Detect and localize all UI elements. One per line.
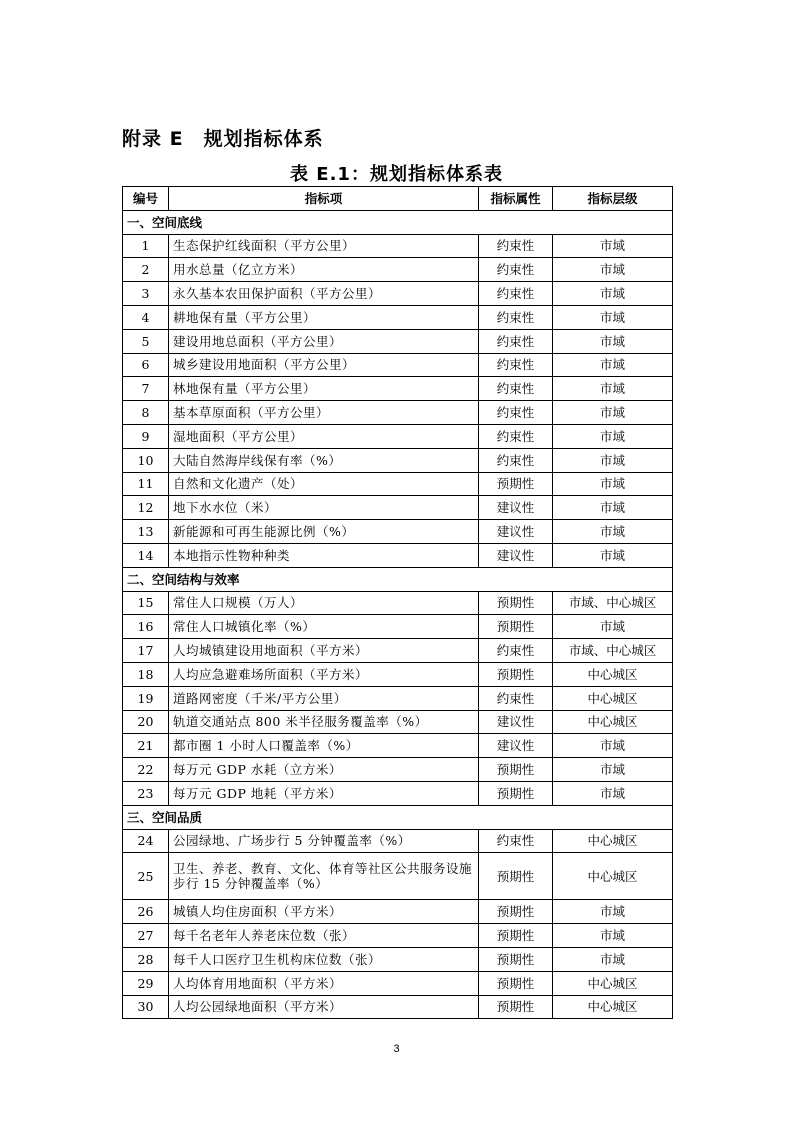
indicator-level: 市域 bbox=[553, 353, 673, 377]
indicator-number: 30 bbox=[123, 995, 169, 1019]
indicator-name: 城乡建设用地面积（平方公里） bbox=[169, 353, 479, 377]
indicator-level: 市域 bbox=[553, 734, 673, 758]
indicator-level: 市域 bbox=[553, 924, 673, 948]
table-row bbox=[123, 282, 673, 306]
indicator-number: 20 bbox=[123, 710, 169, 734]
indicator-number: 22 bbox=[123, 758, 169, 782]
indicator-attribute: 约束性 bbox=[479, 401, 553, 425]
indicator-number: 29 bbox=[123, 971, 169, 995]
indicator-attribute: 约束性 bbox=[479, 829, 553, 853]
indicator-level: 市域、中心城区 bbox=[553, 591, 673, 615]
indicator-attribute: 约束性 bbox=[479, 686, 553, 710]
indicator-attribute: 约束性 bbox=[479, 234, 553, 258]
indicator-level: 市域 bbox=[553, 401, 673, 425]
indicator-attribute: 约束性 bbox=[479, 377, 553, 401]
indicator-attribute: 约束性 bbox=[479, 282, 553, 306]
indicator-name: 道路网密度（千米/平方公里） bbox=[169, 686, 479, 710]
indicator-attribute: 建议性 bbox=[479, 520, 553, 544]
indicator-name: 耕地保有量（平方公里） bbox=[169, 305, 479, 329]
indicator-level: 中心城区 bbox=[553, 971, 673, 995]
indicator-name: 每万元 GDP 地耗（平方米） bbox=[169, 781, 479, 805]
indicator-level: 市域、中心城区 bbox=[553, 639, 673, 663]
header-indicator: 指标项 bbox=[169, 187, 479, 211]
indicator-name: 湿地面积（平方公里） bbox=[169, 424, 479, 448]
indicator-number: 17 bbox=[123, 639, 169, 663]
indicator-attribute: 约束性 bbox=[479, 305, 553, 329]
indicator-level: 市域 bbox=[553, 424, 673, 448]
indicator-number: 10 bbox=[123, 448, 169, 472]
indicator-level: 市域 bbox=[553, 305, 673, 329]
indicator-name: 人均城镇建设用地面积（平方米） bbox=[169, 639, 479, 663]
indicator-number: 8 bbox=[123, 401, 169, 425]
indicator-name: 用水总量（亿立方米） bbox=[169, 258, 479, 282]
indicator-level: 中心城区 bbox=[553, 686, 673, 710]
indicator-attribute: 预期性 bbox=[479, 758, 553, 782]
table-row bbox=[123, 448, 673, 472]
section-title: 二、空间结构与效率 bbox=[123, 567, 673, 591]
appendix-title: 附录 E 规划指标体系 bbox=[122, 128, 324, 150]
indicator-level: 市域 bbox=[553, 234, 673, 258]
indicator-level: 中心城区 bbox=[553, 829, 673, 853]
indicator-number: 7 bbox=[123, 377, 169, 401]
indicator-name: 城镇人均住房面积（平方米） bbox=[169, 900, 479, 924]
indicator-name: 每千名老年人养老床位数（张） bbox=[169, 924, 479, 948]
table-row bbox=[123, 900, 673, 924]
indicator-name: 公园绿地、广场步行 5 分钟覆盖率（%） bbox=[169, 829, 479, 853]
indicator-number: 28 bbox=[123, 947, 169, 971]
indicator-attribute: 预期性 bbox=[479, 924, 553, 948]
table-body bbox=[123, 210, 673, 1019]
indicator-name: 新能源和可再生能源比例（%） bbox=[169, 520, 479, 544]
indicator-table bbox=[122, 186, 673, 1019]
table-title: 表 E.1：规划指标体系表 bbox=[290, 164, 503, 185]
indicator-attribute: 建议性 bbox=[479, 496, 553, 520]
indicator-attribute: 预期性 bbox=[479, 853, 553, 900]
indicator-attribute: 建议性 bbox=[479, 710, 553, 734]
table-row bbox=[123, 377, 673, 401]
indicator-number: 4 bbox=[123, 305, 169, 329]
indicator-level: 市域 bbox=[553, 448, 673, 472]
page-number: 3 bbox=[393, 1043, 400, 1055]
table-row bbox=[123, 995, 673, 1019]
table-row bbox=[123, 781, 673, 805]
indicator-attribute: 预期性 bbox=[479, 995, 553, 1019]
indicator-level: 中心城区 bbox=[553, 853, 673, 900]
table-row bbox=[123, 758, 673, 782]
header-level: 指标层级 bbox=[553, 187, 673, 211]
table-row bbox=[123, 947, 673, 971]
table-row bbox=[123, 401, 673, 425]
header-number: 编号 bbox=[123, 187, 169, 211]
indicator-name: 地下水水位（米） bbox=[169, 496, 479, 520]
indicator-name: 永久基本农田保护面积（平方公里） bbox=[169, 282, 479, 306]
indicator-number: 19 bbox=[123, 686, 169, 710]
indicator-attribute: 约束性 bbox=[479, 353, 553, 377]
indicator-level: 市域 bbox=[553, 496, 673, 520]
section-title: 一、空间底线 bbox=[123, 210, 673, 234]
indicator-number: 13 bbox=[123, 520, 169, 544]
indicator-name: 自然和文化遗产（处） bbox=[169, 472, 479, 496]
indicator-name: 人均体育用地面积（平方米） bbox=[169, 971, 479, 995]
indicator-number: 15 bbox=[123, 591, 169, 615]
indicator-level: 中心城区 bbox=[553, 710, 673, 734]
indicator-number: 6 bbox=[123, 353, 169, 377]
indicator-number: 16 bbox=[123, 615, 169, 639]
indicator-level: 中心城区 bbox=[553, 995, 673, 1019]
indicator-level: 市域 bbox=[553, 329, 673, 353]
indicator-name: 都市圈 1 小时人口覆盖率（%） bbox=[169, 734, 479, 758]
table-row bbox=[123, 734, 673, 758]
indicator-attribute: 预期性 bbox=[479, 615, 553, 639]
indicator-attribute: 建议性 bbox=[479, 543, 553, 567]
table-row bbox=[123, 329, 673, 353]
indicator-level: 市域 bbox=[553, 258, 673, 282]
indicator-name: 卫生、养老、教育、文化、体育等社区公共服务设施步行 15 分钟覆盖率（%） bbox=[169, 853, 479, 900]
indicator-name: 每千人口医疗卫生机构床位数（张） bbox=[169, 947, 479, 971]
indicator-attribute: 约束性 bbox=[479, 329, 553, 353]
indicator-number: 25 bbox=[123, 853, 169, 900]
table-row bbox=[123, 924, 673, 948]
indicator-attribute: 预期性 bbox=[479, 781, 553, 805]
indicator-attribute: 预期性 bbox=[479, 591, 553, 615]
table-row bbox=[123, 424, 673, 448]
table-row bbox=[123, 305, 673, 329]
table-row bbox=[123, 591, 673, 615]
indicator-name: 本地指示性物种种类 bbox=[169, 543, 479, 567]
indicator-level: 中心城区 bbox=[553, 662, 673, 686]
indicator-attribute: 约束性 bbox=[479, 258, 553, 282]
indicator-number: 12 bbox=[123, 496, 169, 520]
table-row bbox=[123, 829, 673, 853]
table-row bbox=[123, 710, 673, 734]
indicator-name: 大陆自然海岸线保有率（%） bbox=[169, 448, 479, 472]
indicator-name: 每万元 GDP 水耗（立方米） bbox=[169, 758, 479, 782]
indicator-name: 建设用地总面积（平方公里） bbox=[169, 329, 479, 353]
table-row bbox=[123, 639, 673, 663]
indicator-name: 人均公园绿地面积（平方米） bbox=[169, 995, 479, 1019]
indicator-attribute: 预期性 bbox=[479, 971, 553, 995]
indicator-level: 市域 bbox=[553, 520, 673, 544]
indicator-attribute: 约束性 bbox=[479, 448, 553, 472]
table-row bbox=[123, 543, 673, 567]
section-title: 三、空间品质 bbox=[123, 805, 673, 829]
table-row bbox=[123, 853, 673, 900]
indicator-number: 11 bbox=[123, 472, 169, 496]
table-row bbox=[123, 520, 673, 544]
indicator-level: 市域 bbox=[553, 543, 673, 567]
indicator-number: 2 bbox=[123, 258, 169, 282]
indicator-number: 24 bbox=[123, 829, 169, 853]
table-row bbox=[123, 234, 673, 258]
indicator-level: 市域 bbox=[553, 781, 673, 805]
section-row bbox=[123, 805, 673, 829]
indicator-attribute: 预期性 bbox=[479, 472, 553, 496]
indicator-name: 生态保护红线面积（平方公里） bbox=[169, 234, 479, 258]
table-row bbox=[123, 353, 673, 377]
header-attribute: 指标属性 bbox=[479, 187, 553, 211]
indicator-level: 市域 bbox=[553, 758, 673, 782]
table-row bbox=[123, 662, 673, 686]
indicator-number: 21 bbox=[123, 734, 169, 758]
indicator-level: 市域 bbox=[553, 377, 673, 401]
indicator-attribute: 预期性 bbox=[479, 662, 553, 686]
table-row bbox=[123, 971, 673, 995]
indicator-attribute: 预期性 bbox=[479, 947, 553, 971]
indicator-attribute: 约束性 bbox=[479, 639, 553, 663]
indicator-level: 市域 bbox=[553, 472, 673, 496]
indicator-number: 18 bbox=[123, 662, 169, 686]
table-row bbox=[123, 472, 673, 496]
indicator-number: 23 bbox=[123, 781, 169, 805]
table-row bbox=[123, 615, 673, 639]
indicator-name: 林地保有量（平方公里） bbox=[169, 377, 479, 401]
indicator-name: 常住人口规模（万人） bbox=[169, 591, 479, 615]
indicator-name: 轨道交通站点 800 米半径服务覆盖率（%） bbox=[169, 710, 479, 734]
indicator-number: 14 bbox=[123, 543, 169, 567]
indicator-level: 市域 bbox=[553, 900, 673, 924]
section-row bbox=[123, 567, 673, 591]
indicator-attribute: 约束性 bbox=[479, 424, 553, 448]
indicator-level: 市域 bbox=[553, 282, 673, 306]
indicator-attribute: 建议性 bbox=[479, 734, 553, 758]
indicator-level: 市域 bbox=[553, 947, 673, 971]
indicator-number: 3 bbox=[123, 282, 169, 306]
indicator-level: 市域 bbox=[553, 615, 673, 639]
table-row bbox=[123, 496, 673, 520]
indicator-name: 常住人口城镇化率（%） bbox=[169, 615, 479, 639]
table-row bbox=[123, 686, 673, 710]
table-row bbox=[123, 258, 673, 282]
indicator-attribute: 预期性 bbox=[479, 900, 553, 924]
indicator-number: 27 bbox=[123, 924, 169, 948]
section-row bbox=[123, 210, 673, 234]
indicator-number: 26 bbox=[123, 900, 169, 924]
indicator-number: 5 bbox=[123, 329, 169, 353]
indicator-number: 9 bbox=[123, 424, 169, 448]
header-row bbox=[123, 187, 673, 211]
indicator-name: 基本草原面积（平方公里） bbox=[169, 401, 479, 425]
indicator-number: 1 bbox=[123, 234, 169, 258]
indicator-name: 人均应急避难场所面积（平方米） bbox=[169, 662, 479, 686]
